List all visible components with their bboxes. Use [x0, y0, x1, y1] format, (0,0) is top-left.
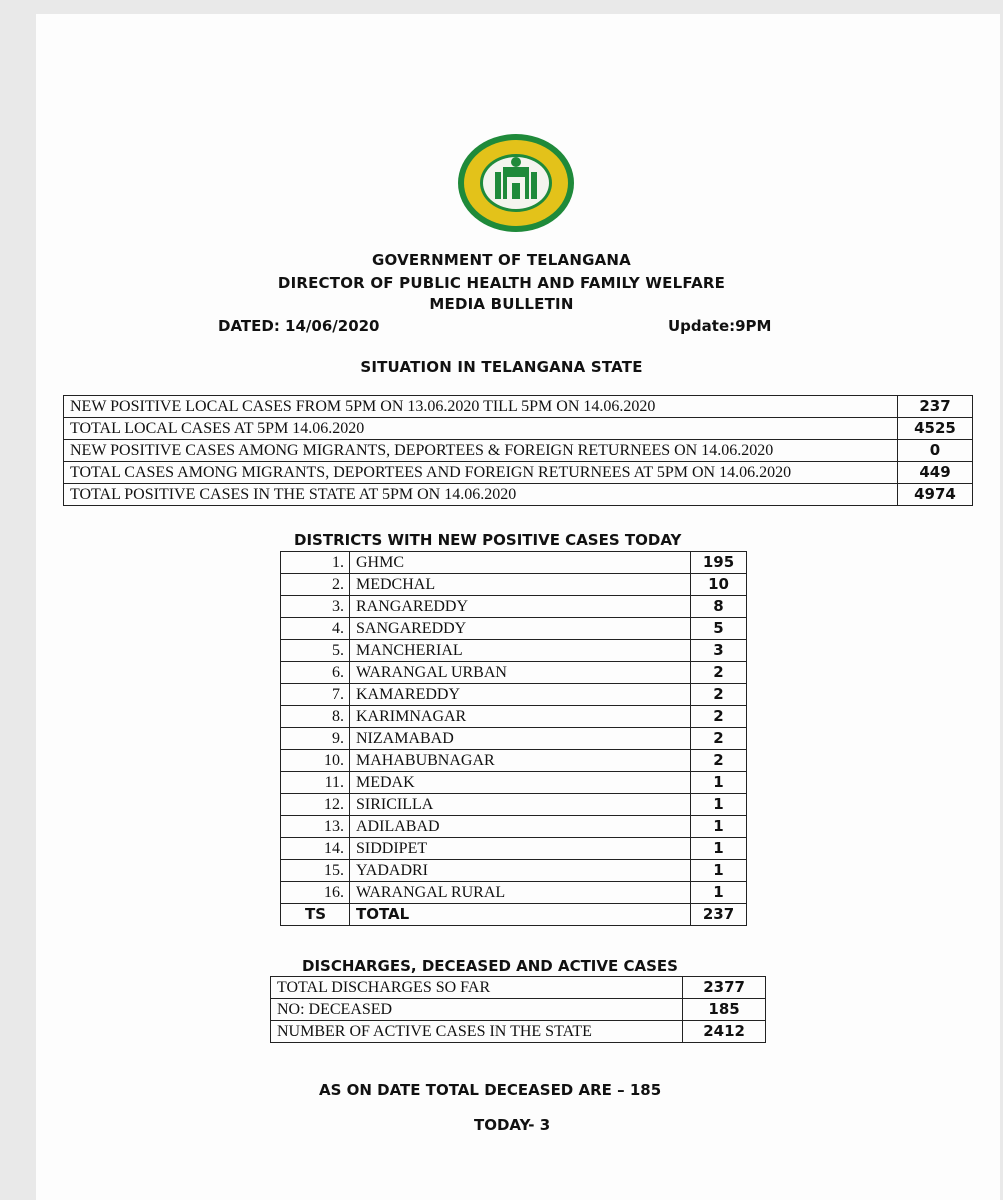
district-cases: 1 [691, 860, 747, 882]
situation-row [64, 440, 973, 462]
discharges-row [271, 1021, 766, 1043]
district-row [281, 794, 747, 816]
header-media-bulletin: MEDIA BULLETIN [429, 295, 574, 313]
today-deceased-note: TODAY- 3 [474, 1116, 551, 1134]
district-row [281, 684, 747, 706]
district-row [281, 596, 747, 618]
situation-row [64, 484, 973, 506]
district-number: 15. [281, 860, 350, 882]
district-cases: 5 [691, 618, 747, 640]
district-cases: 10 [691, 574, 747, 596]
district-cases: 1 [691, 882, 747, 904]
header-directorate: DIRECTOR OF PUBLIC HEALTH AND FAMILY WELFARE [277, 274, 726, 292]
district-row [281, 860, 747, 882]
district-number: 7. [281, 684, 350, 706]
situation-value: 4525 [898, 418, 973, 440]
district-row [281, 772, 747, 794]
district-cases: 8 [691, 596, 747, 618]
district-name: WARANGAL RURAL [350, 882, 691, 904]
situation-value: 4974 [898, 484, 973, 506]
district-number: 13. [281, 816, 350, 838]
discharges-row [271, 999, 766, 1021]
total-deceased-note: AS ON DATE TOTAL DECEASED ARE – 185 [319, 1081, 662, 1099]
situation-label: TOTAL POSITIVE CASES IN THE STATE AT 5PM ON 14.06.2020 [64, 484, 898, 506]
situation-value: 449 [898, 462, 973, 484]
district-number: 16. [281, 882, 350, 904]
district-row [281, 552, 747, 574]
discharges-value: 2412 [683, 1021, 766, 1043]
telangana-emblem-icon [456, 132, 576, 234]
district-cases: 2 [691, 684, 747, 706]
situation-row [64, 462, 973, 484]
district-cases: 2 [691, 706, 747, 728]
district-total-label: TOTAL [350, 904, 691, 926]
district-cases: 1 [691, 794, 747, 816]
situation-label: TOTAL LOCAL CASES AT 5PM 14.06.2020 [64, 418, 898, 440]
district-cases: 2 [691, 750, 747, 772]
district-number: 3. [281, 596, 350, 618]
district-row [281, 882, 747, 904]
district-row [281, 838, 747, 860]
district-cases: 3 [691, 640, 747, 662]
bulletin-date: DATED: 14/06/2020 [218, 317, 380, 335]
district-name: KARIMNAGAR [350, 706, 691, 728]
district-number: 5. [281, 640, 350, 662]
discharges-title: DISCHARGES, DECEASED AND ACTIVE CASES [302, 957, 678, 975]
district-name: MEDAK [350, 772, 691, 794]
district-number: 12. [281, 794, 350, 816]
district-name: SIRICILLA [350, 794, 691, 816]
district-number: 9. [281, 728, 350, 750]
district-name: YADADRI [350, 860, 691, 882]
district-row [281, 574, 747, 596]
district-name: SANGAREDDY [350, 618, 691, 640]
header-government: GOVERNMENT OF TELANGANA [372, 251, 631, 269]
district-row [281, 618, 747, 640]
discharges-table [270, 976, 766, 1043]
situation-label: NEW POSITIVE CASES AMONG MIGRANTS, DEPORTEES & FOREIGN RETURNEES ON 14.06.2020 [64, 440, 898, 462]
district-total-code: TS [281, 904, 350, 926]
district-cases: 1 [691, 816, 747, 838]
discharges-value: 185 [683, 999, 766, 1021]
district-row [281, 816, 747, 838]
situation-row [64, 396, 973, 418]
district-row [281, 640, 747, 662]
districts-table [280, 551, 747, 926]
district-row [281, 706, 747, 728]
district-number: 4. [281, 618, 350, 640]
districts-title: DISTRICTS WITH NEW POSITIVE CASES TODAY [294, 531, 682, 549]
discharges-label: NUMBER OF ACTIVE CASES IN THE STATE [271, 1021, 683, 1043]
discharges-label: NO: DECEASED [271, 999, 683, 1021]
situation-table [63, 395, 973, 506]
district-cases: 1 [691, 838, 747, 860]
district-cases: 1 [691, 772, 747, 794]
district-name: WARANGAL URBAN [350, 662, 691, 684]
district-row [281, 728, 747, 750]
district-name: NIZAMABAD [350, 728, 691, 750]
district-number: 10. [281, 750, 350, 772]
district-number: 8. [281, 706, 350, 728]
discharges-row [271, 977, 766, 999]
district-total-row [281, 904, 747, 926]
district-name: MANCHERIAL [350, 640, 691, 662]
situation-title: SITUATION IN TELANGANA STATE [360, 358, 643, 376]
district-row [281, 750, 747, 772]
discharges-label: TOTAL DISCHARGES SO FAR [271, 977, 683, 999]
district-name: SIDDIPET [350, 838, 691, 860]
district-row [281, 662, 747, 684]
district-name: GHMC [350, 552, 691, 574]
district-name: KAMAREDDY [350, 684, 691, 706]
district-number: 14. [281, 838, 350, 860]
district-total-cases: 237 [691, 904, 747, 926]
bulletin-update-time: Update:9PM [668, 317, 772, 335]
district-cases: 2 [691, 662, 747, 684]
discharges-value: 2377 [683, 977, 766, 999]
district-name: RANGAREDDY [350, 596, 691, 618]
situation-row [64, 418, 973, 440]
district-name: MEDCHAL [350, 574, 691, 596]
situation-label: TOTAL CASES AMONG MIGRANTS, DEPORTEES AND FOREIGN RETURNEES AT 5PM ON 14.06.2020 [64, 462, 898, 484]
district-cases: 195 [691, 552, 747, 574]
district-number: 2. [281, 574, 350, 596]
situation-value: 237 [898, 396, 973, 418]
district-name: MAHABUBNAGAR [350, 750, 691, 772]
district-number: 11. [281, 772, 350, 794]
district-cases: 2 [691, 728, 747, 750]
district-number: 1. [281, 552, 350, 574]
district-number: 6. [281, 662, 350, 684]
situation-value: 0 [898, 440, 973, 462]
district-name: ADILABAD [350, 816, 691, 838]
situation-label: NEW POSITIVE LOCAL CASES FROM 5PM ON 13.06.2020 TILL 5PM ON 14.06.2020 [64, 396, 898, 418]
